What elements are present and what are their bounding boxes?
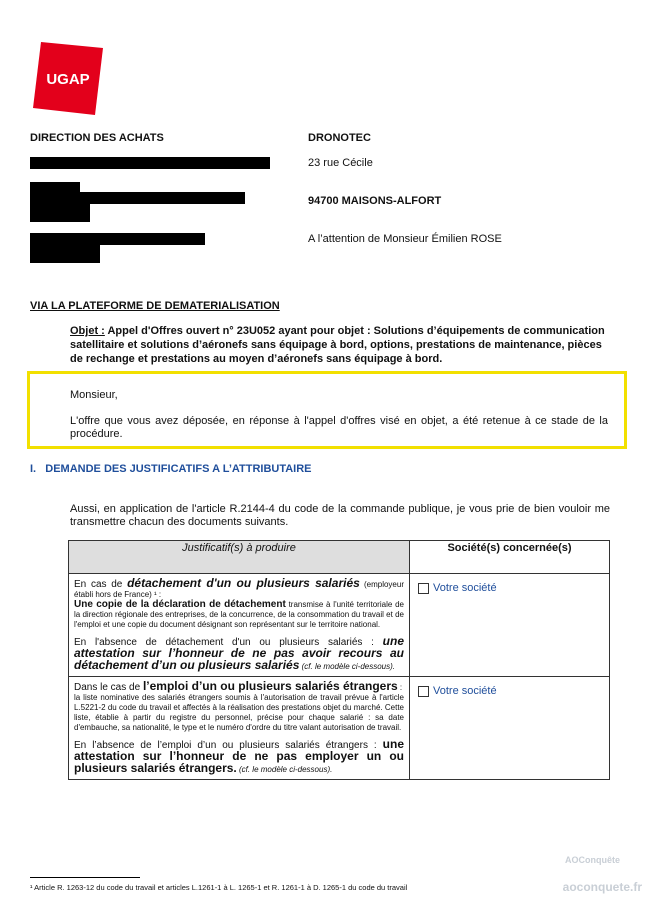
row-emphasis: Une copie de la déclaration de détachement xyxy=(74,599,286,610)
col-header-societes: Société(s) concernée(s) xyxy=(410,541,610,574)
justificatif-cell xyxy=(69,574,410,677)
redaction-6 xyxy=(30,245,100,263)
ugap-logo xyxy=(33,42,103,115)
company-label: Votre société xyxy=(433,582,497,595)
row-text: : xyxy=(397,683,403,692)
row-emphasis: l’emploi d’un ou plusieurs salariés étrangers xyxy=(142,679,398,693)
footnote-separator xyxy=(30,877,140,878)
row-text: (employeur établi hors de France) ¹ : xyxy=(74,580,404,599)
section-intro: Aussi, en application de l'article R.2144-4 du code de la commande publique, je vous prie de bien vouloir me transmettre chacun des documents suivants. xyxy=(70,503,610,528)
row-text: la liste nominative des salariés étrangers soumis à l'autorisation de travail prévue à l'article L.5221-2 du code du travail et affectés à la réalisation des prestations objet du marché. Cette liste, établie à partir du registre du personnel, précise pour chaque salarié : sa date d'embauche, sa nationalité, le type et le numéro d'ordre du titre valant autorisation de travail. xyxy=(74,693,404,732)
footnote: ¹ Article R. 1263-12 du code du travail et articles L.1261-1 à L. 1265-1 et R. 1261-1 à D. 1265-1 du code du travail xyxy=(30,883,408,892)
table-row xyxy=(69,574,610,677)
recipient-company: DRONOTEC xyxy=(308,132,371,144)
table-header-row xyxy=(69,541,610,574)
table-row xyxy=(69,677,610,780)
offer-retained-text: L'offre que vous avez déposée, en réponse à l'appel d'offres visé en objet, a été retenue à ce stade de la procédure. xyxy=(70,415,608,440)
delivery-mode: VIA LA PLATEFORME DE DEMATERIALISATION xyxy=(30,300,280,312)
col-header-justificatifs: Justificatif(s) à produire xyxy=(69,541,410,574)
salutation: Monsieur, xyxy=(70,389,118,401)
row-emphasis: détachement d'un ou plusieurs salariés xyxy=(127,576,360,590)
row-text: (cf. le modèle ci-dessous). xyxy=(236,765,333,774)
row-text: En l'absence de détachement d'un ou plusieurs salariés : xyxy=(74,637,383,648)
watermark-logo: AOConquête xyxy=(565,855,620,865)
subject xyxy=(70,324,610,366)
recipient-attention: A l’attention de Monsieur Émilien ROSE xyxy=(308,233,502,245)
recipient-city: 94700 MAISONS-ALFORT xyxy=(308,195,442,207)
watermark-site: aoconquete.fr xyxy=(562,880,642,894)
redaction-5 xyxy=(30,233,205,245)
redaction-2 xyxy=(30,182,80,192)
redaction-3 xyxy=(30,192,245,204)
row-emphasis: une attestation sur l’honneur de ne pas employer un ou plusieurs salariés étrangers. xyxy=(74,737,404,775)
subject-text: Appel d'Offres ouvert n° 23U052 ayant pour objet : Solutions d’équipements de communication satellitaire et solutions d’aéronefs sans équipage à bord, options, prestations de maintenance, pièces de rechange et prestations au moyen d’aéronefs sans équipage à bord. xyxy=(70,325,605,365)
row-text: (cf. le modèle ci-dessous). xyxy=(299,662,395,671)
row-text: Dans le cas de xyxy=(74,682,143,693)
redaction-4 xyxy=(30,204,90,222)
redaction-1 xyxy=(30,157,270,169)
company-cell xyxy=(410,574,610,677)
row-text: transmise à l'unité territoriale de la direction régionale des entreprises, de la concurrence, de la consommation du travail et de l'emploi et une copie du document désignant son représentant sur le territoire national. xyxy=(74,600,404,629)
company-label: Votre société xyxy=(433,685,497,698)
row-text: En l’absence de l’emploi d’un ou plusieurs salariés étrangers : xyxy=(74,740,383,751)
recipient-street: 23 rue Cécile xyxy=(308,157,373,169)
row-text: En cas de xyxy=(74,579,128,590)
justificatifs-table xyxy=(68,540,610,780)
section-title: I. DEMANDE DES JUSTIFICATIFS A L’ATTRIBUTAIRE xyxy=(30,463,312,475)
subject-label: Objet : xyxy=(70,325,105,337)
justificatif-cell xyxy=(69,677,410,780)
direction-title: DIRECTION DES ACHATS xyxy=(30,132,164,144)
row-emphasis: une attestation sur l’honneur de ne pas avoir recours au détachement d’un ou plusieurs salariés xyxy=(74,634,404,672)
company-cell xyxy=(410,677,610,780)
company-checkbox[interactable] xyxy=(418,686,429,697)
company-checkbox[interactable] xyxy=(418,583,429,594)
logo-text: UGAP xyxy=(46,71,90,88)
